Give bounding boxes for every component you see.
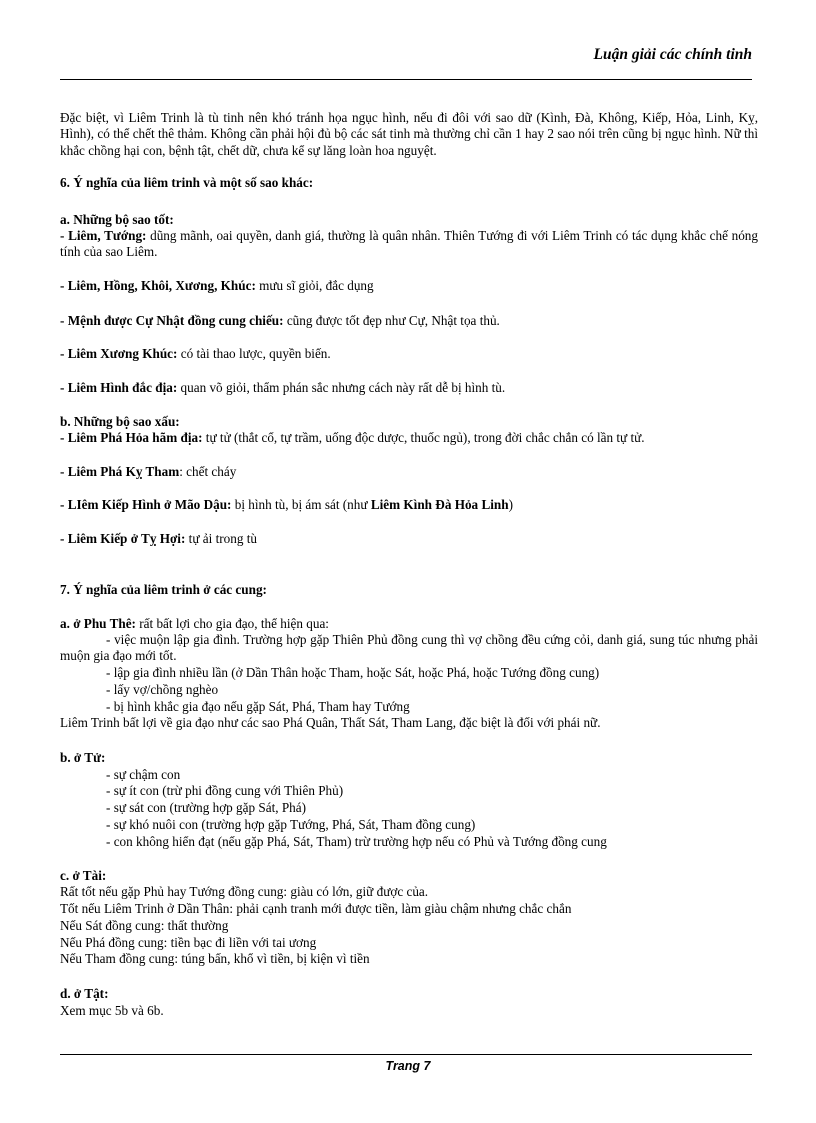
good-combo-item: [60, 380, 758, 396]
combo-text: tự ải trong tù: [185, 531, 257, 546]
bad-combos-title: b. Những bộ sao xấu:: [60, 414, 180, 429]
combo-lead: - Mệnh được Cự Nhật đồng cung chiếu:: [60, 313, 284, 328]
bad-combo-item: [60, 464, 758, 480]
combo-text: mưu sĩ giỏi, đắc dụng: [255, 278, 374, 293]
combo-lead: - Liêm, Hồng, Khôi, Xương, Khúc:: [60, 278, 256, 293]
bad-combo-item: [60, 497, 758, 513]
combo-tail: ): [508, 497, 513, 512]
section-6-title: 6. Ý nghĩa của liêm trinh và một số sao khác:: [60, 175, 314, 190]
combo-lead: - Liêm Xương Khúc:: [60, 346, 178, 361]
phu-the-item: - lập gia đình nhiều lần (ở Dần Thân hoặc Tham, hoặc Sát, hoặc Phá, hoặc Tướng đồng cung): [106, 665, 600, 680]
footer-rule: [60, 1054, 752, 1055]
combo-lead: - Liêm Hình đắc địa:: [60, 380, 178, 395]
page-number: Trang 7: [385, 1059, 431, 1073]
combo-text: có tài thao lược, quyền biến.: [177, 346, 331, 361]
header-rule: [60, 79, 752, 80]
tai-line: Rất tốt nếu gặp Phủ hay Tướng đồng cung: giàu có lớn, giữ được của.: [60, 884, 429, 899]
good-combo-item: [60, 346, 758, 362]
combo-lead: - Liêm, Tướng:: [60, 228, 147, 243]
good-combo-item: [60, 313, 758, 329]
tai-line: Nếu Phá đồng cung: tiền bạc đi liền với tai ương: [60, 935, 317, 950]
combo-lead: - LIêm Kiếp Hình ở Mão Dậu:: [60, 497, 232, 512]
tai-heading: c. ở Tài:: [60, 868, 107, 883]
phu-the-lead: a. ở Phu Thê:: [60, 616, 136, 631]
combo-text: cũng được tốt đẹp như Cự, Nhật tọa thủ.: [283, 313, 500, 328]
intro-paragraph: Đặc biệt, vì Liêm Trinh là tù tinh nên khó tránh họa ngục hình, nếu đi đôi với sao dữ (Kình, Đà, Không, Kiếp, Hỏa, Linh, Kỵ, Hình), có thể chết thê thảm. Không cần phải hội đủ bộ các sát tinh mà thường chỉ cần 1 hay 2 sao nói trên cũng bị ngục hình. Nữ thì khắc chồng hại con, bệnh tật, chết dữ, chưa kể sự lăng loàn hoa nguyệt.: [60, 110, 758, 158]
tai-line: Nếu Tham đồng cung: túng bấn, khổ vì tiền, bị kiện vì tiền: [60, 951, 370, 966]
combo-bold-inline: Liêm Kình Đà Hỏa Linh: [370, 497, 509, 512]
bad-combo-item: [60, 531, 758, 547]
good-combos-title: a. Những bộ sao tốt:: [60, 212, 174, 227]
bad-combo-item: [60, 430, 758, 446]
tat-heading: d. ở Tật:: [60, 986, 109, 1001]
combo-text: dũng mãnh, oai quyền, danh giá, thường là quân nhân. Thiên Tướng đi với Liêm Trinh có tác dụng khắc chế nóng tính của sao Liêm.: [60, 228, 758, 260]
tu-item: - con không hiển đạt (nếu gặp Phá, Sát, Tham) trừ trường hợp nếu có Phủ và Tướng đồng cung: [106, 834, 607, 849]
phu-the-heading: [60, 616, 758, 632]
phu-the-item: - lấy vợ/chồng nghèo: [106, 682, 219, 697]
tat-text: Xem mục 5b và 6b.: [60, 1003, 164, 1018]
header-title: Luận giải các chính tinh: [593, 46, 752, 63]
tu-item: - sự khó nuôi con (trường hợp gặp Tướng, Phá, Sát, Tham đồng cung): [106, 817, 476, 832]
section-7-title: 7. Ý nghĩa của liêm trinh ở các cung:: [60, 582, 267, 597]
phu-the-note: Liêm Trinh bất lợi về gia đạo như các sao Phá Quân, Thất Sát, Tham Lang, đặc biệt là đối với phái nữ.: [60, 715, 601, 730]
combo-text: quan võ giỏi, thẩm phán sắc nhưng cách này rất dễ bị hình tù.: [177, 380, 506, 395]
phu-the-item: - bị hình khắc gia đạo nếu gặp Sát, Phá, Tham hay Tướng: [106, 699, 410, 714]
combo-text: tự tử (thắt cổ, tự trầm, uống độc dược, thuốc ngủ), trong đời chắc chắn có lần tự tử.: [202, 430, 645, 445]
tu-heading: b. ở Tử:: [60, 750, 106, 765]
tu-item: - sự chậm con: [106, 767, 181, 782]
combo-lead: - Liêm Phá Kỵ Tham: [60, 464, 180, 479]
phu-the-item: - việc muộn lập gia đình. Trường hợp gặp Thiên Phủ đồng cung thì vợ chồng đều cứng cỏi, danh giá, sung túc nhưng phải muộn gia đạo mới tốt.: [60, 632, 758, 664]
tu-item: - sự sát con (trường hợp gặp Sát, Phá): [106, 800, 307, 815]
combo-text: : chết cháy: [179, 464, 237, 479]
combo-lead: - Liêm Phá Hỏa hãm địa:: [60, 430, 203, 445]
combo-lead: - Liêm Kiếp ở Tỵ Hợi:: [60, 531, 186, 546]
combo-text: bị hình tù, bị ám sát (như: [231, 497, 371, 512]
tai-line: Tốt nếu Liêm Trinh ở Dần Thân: phải cạnh tranh mới được tiền, làm giàu chậm nhưng chắc chắn: [60, 901, 572, 916]
good-combo-item: [60, 278, 758, 294]
phu-the-text: rất bất lợi cho gia đạo, thể hiện qua:: [135, 616, 329, 631]
good-combo-item: [60, 228, 758, 261]
tu-item: - sự ít con (trừ phi đồng cung với Thiên Phủ): [106, 783, 344, 798]
tai-line: Nếu Sát đồng cung: thất thường: [60, 918, 229, 933]
